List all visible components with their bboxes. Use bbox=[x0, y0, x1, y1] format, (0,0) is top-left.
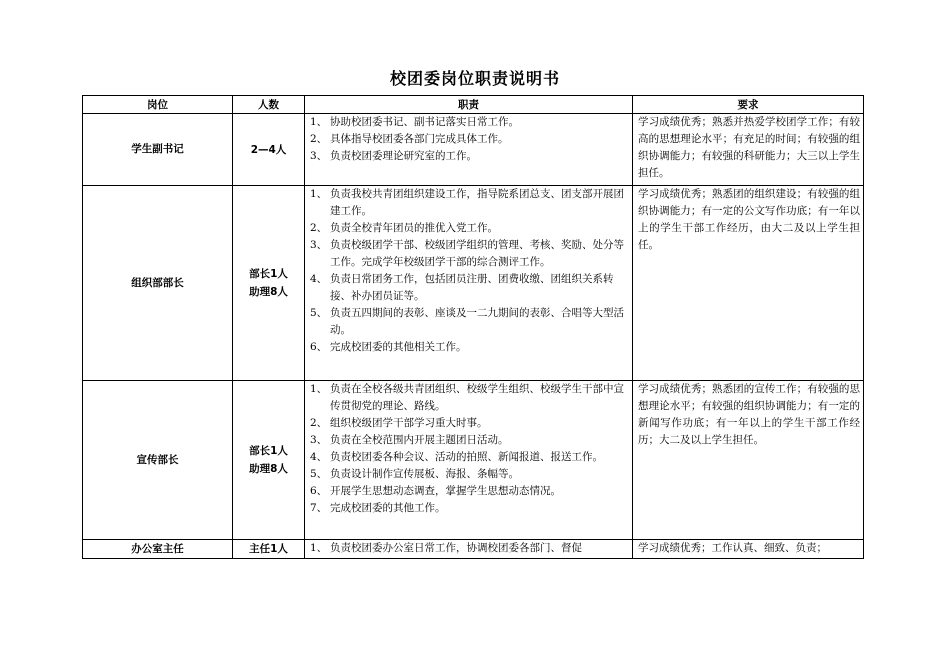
duties-cell bbox=[305, 114, 633, 186]
count-line: 主任1人 bbox=[249, 543, 288, 555]
duties-cell bbox=[305, 540, 633, 559]
position-cell: 学生副书记 bbox=[83, 114, 233, 186]
requirement-cell bbox=[633, 381, 864, 540]
job-responsibility-table bbox=[82, 95, 864, 559]
duty-number: 1、 bbox=[310, 383, 328, 395]
duty-number: 6、 bbox=[310, 341, 328, 353]
duty-number: 2、 bbox=[310, 417, 328, 429]
requirement-cell bbox=[633, 114, 864, 186]
duty-item bbox=[307, 220, 630, 237]
duty-text: 负责在全校各级共青团组织、校级学生组织、校级学生干部中宣传贯彻党的理论、路线。 bbox=[330, 383, 624, 412]
header-duties: 职责 bbox=[305, 96, 633, 114]
table-row bbox=[83, 114, 864, 186]
header-requirements: 要求 bbox=[633, 96, 864, 114]
duty-item bbox=[307, 381, 630, 415]
duty-number: 1、 bbox=[310, 542, 328, 554]
duty-item bbox=[307, 237, 630, 271]
duty-number: 3、 bbox=[310, 150, 328, 162]
duty-text: 负责我校共青团组织建设工作，指导院系团总支、团支部开展团建工作。 bbox=[330, 188, 624, 217]
header-position: 岗位 bbox=[83, 96, 233, 114]
duty-text: 开展学生思想动态调查，掌握学生思想动态情况。 bbox=[330, 485, 561, 497]
duty-number: 1、 bbox=[310, 188, 328, 200]
duty-item bbox=[307, 432, 630, 449]
count-cell bbox=[233, 381, 305, 540]
duty-item bbox=[307, 415, 630, 432]
duty-item bbox=[307, 540, 630, 557]
table-row bbox=[83, 381, 864, 540]
duty-item bbox=[307, 114, 630, 131]
position-cell: 宣传部长 bbox=[83, 381, 233, 540]
duty-text: 负责全校青年团员的推优入党工作。 bbox=[330, 222, 498, 234]
duty-item bbox=[307, 483, 630, 500]
duty-text: 具体指导校团委各部门完成具体工作。 bbox=[330, 133, 509, 145]
duty-item bbox=[307, 186, 630, 220]
duties-cell bbox=[305, 186, 633, 381]
count-cell bbox=[233, 186, 305, 381]
duty-text: 负责校团委各种会议、活动的拍照、新闻报道、报送工作。 bbox=[330, 451, 603, 463]
duty-item bbox=[307, 271, 630, 305]
duty-item bbox=[307, 449, 630, 466]
duty-number: 3、 bbox=[310, 239, 328, 251]
duty-item bbox=[307, 148, 630, 165]
duty-text: 负责校团委办公室日常工作，协调校团委各部门、督促 bbox=[330, 542, 582, 554]
duty-text: 负责在全校范围内开展主题团日活动。 bbox=[330, 434, 509, 446]
requirement-text: 学习成绩优秀；熟悉团的组织建设；有较强的组织协调能力；有一定的公文写作功底；有一年以上的学生干部工作经历，由大二及以上学生担任。 bbox=[638, 188, 860, 251]
duty-number: 6、 bbox=[310, 485, 328, 497]
duty-number: 2、 bbox=[310, 222, 328, 234]
table-row bbox=[83, 540, 864, 559]
table-row bbox=[83, 186, 864, 381]
duty-item bbox=[307, 305, 630, 339]
duty-number: 1、 bbox=[310, 116, 328, 128]
duty-text: 负责日常团务工作，包括团员注册、团费收缴、团组织关系转接、补办团员证等。 bbox=[330, 273, 614, 302]
duty-number: 4、 bbox=[310, 273, 328, 285]
header-count: 人数 bbox=[233, 96, 305, 114]
duty-text: 负责设计制作宣传展板、海报、条幅等。 bbox=[330, 468, 519, 480]
count-cell bbox=[233, 114, 305, 186]
duty-item bbox=[307, 466, 630, 483]
duty-number: 5、 bbox=[310, 307, 328, 319]
duties-cell bbox=[305, 381, 633, 540]
duty-number: 4、 bbox=[310, 451, 328, 463]
requirement-text: 学习成绩优秀；熟悉团的宣传工作；有较强的思想理论水平；有较强的组织协调能力；有一定的新闻写作功底；有一年以上的学生干部工作经历；大二及以上学生担任。 bbox=[638, 383, 860, 446]
duty-text: 组织校级团学干部学习重大时事。 bbox=[330, 417, 488, 429]
duty-number: 2、 bbox=[310, 133, 328, 145]
position-cell: 组织部部长 bbox=[83, 186, 233, 381]
duty-item bbox=[307, 131, 630, 148]
position-cell: 办公室主任 bbox=[83, 540, 233, 559]
count-line: 部长1人 bbox=[249, 268, 288, 280]
requirement-text: 学习成绩优秀；熟悉并热爱学校团学工作；有较高的思想理论水平；有充足的时间；有较强的组织协调能力；有较强的科研能力；大三以上学生担任。 bbox=[638, 116, 860, 179]
duty-number: 7、 bbox=[310, 502, 328, 514]
duty-text: 负责五四期间的表彰、座谈及一二九期间的表彰、合唱等大型活动。 bbox=[330, 307, 624, 336]
requirement-cell bbox=[633, 540, 864, 559]
duty-item bbox=[307, 500, 630, 517]
count-cell bbox=[233, 540, 305, 559]
table-header-row bbox=[83, 96, 864, 114]
count-line: 2—4人 bbox=[250, 143, 287, 156]
document-title: 校团委岗位职责说明书 bbox=[389, 69, 560, 88]
requirement-text: 学习成绩优秀；工作认真、细致、负责； bbox=[638, 542, 827, 554]
duty-text: 协助校团委书记、副书记落实日常工作。 bbox=[330, 116, 519, 128]
duty-text: 负责校团委理论研究室的工作。 bbox=[330, 150, 477, 162]
requirement-cell bbox=[633, 186, 864, 381]
duty-text: 完成校团委的其他工作。 bbox=[330, 502, 446, 514]
count-line: 部长1人 bbox=[249, 445, 288, 457]
duty-number: 3、 bbox=[310, 434, 328, 446]
duty-number: 5、 bbox=[310, 468, 328, 480]
duty-text: 完成校团委的其他相关工作。 bbox=[330, 341, 467, 353]
duty-text: 负责校级团学干部、校级团学组织的管理、考核、奖励、处分等工作。完成学年校级团学干部的综合测评工作。 bbox=[330, 239, 624, 268]
duty-item bbox=[307, 339, 630, 356]
count-line: 助理8人 bbox=[249, 463, 288, 475]
count-line: 助理8人 bbox=[249, 286, 288, 298]
